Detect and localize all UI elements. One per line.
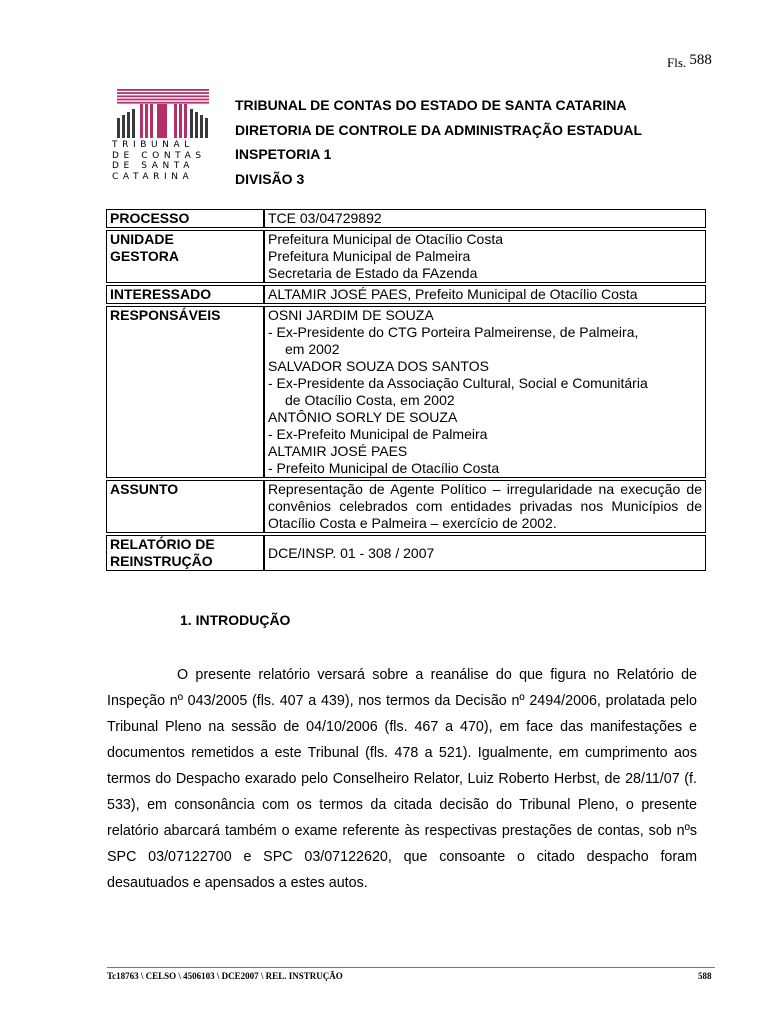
responsavel-line: - Ex-Prefeito Municipal de Palmeira [268, 426, 488, 442]
unidade-label [106, 230, 264, 283]
unidade-item: Prefeitura Municipal de Palmeira [268, 248, 471, 264]
section-title: 1. INTRODUÇÃO [180, 612, 291, 628]
interessado-label: INTERESSADO [106, 285, 264, 304]
unidade-label-line: GESTORA [110, 248, 179, 264]
responsavel-line: - Ex-Presidente do CTG Porteira Palmeirense, de Palmeira, [268, 324, 639, 340]
footer-reference: Tc18763 \ CELSO \ 4506103 \ DCE2007 \ REL. INSTRUÇÃO [107, 971, 343, 981]
logo-pillar [122, 115, 125, 138]
relatorio-value: DCE/INSP. 01 - 308 / 2007 [264, 535, 706, 571]
responsavel-line: em 2002 [285, 341, 340, 357]
process-info-table [106, 207, 706, 573]
responsavel-line: - Prefeito Municipal de Otacílio Costa [268, 460, 500, 476]
header-line: TRIBUNAL DE CONTAS DO ESTADO DE SANTA CATARINA [235, 97, 627, 113]
responsavel-line: de Otacílio Costa, em 2002 [285, 392, 455, 408]
logo-stripe [117, 102, 209, 104]
responsavel-line: OSNI JARDIM DE SOUZA [268, 307, 434, 323]
logo-pillar [195, 112, 198, 138]
logo-bar [174, 104, 177, 138]
logo-pillar [132, 109, 135, 138]
responsavel-line: ANTÔNIO SORLY DE SOUZA [268, 409, 458, 425]
interessado-value: ALTAMIR JOSÉ PAES, Prefeito Municipal de Otacílio Costa [264, 285, 706, 304]
logo-bar [140, 104, 143, 138]
footer-divider [107, 967, 715, 968]
unidade-value [264, 230, 706, 283]
header-line: INSPETORIA 1 [235, 146, 332, 162]
responsaveis-value [264, 306, 706, 478]
responsavel-line: SALVADOR SOUZA DOS SANTOS [268, 358, 489, 374]
assunto-value: Representação de Agente Político – irregularidade na execução de convênios celebrados com entidades privadas nos Municípios de Otacílio Costa e Palmeira – exercício de 2002. [264, 480, 706, 533]
logo-bar [157, 104, 167, 138]
logo-pillar [117, 118, 120, 138]
table-row [106, 285, 706, 304]
logo-pillar [190, 109, 193, 138]
logo-wordmark [112, 140, 212, 182]
unidade-item: Prefeitura Municipal de Otacílio Costa [268, 231, 503, 247]
relatorio-label [106, 535, 264, 571]
responsavel-line: ALTAMIR JOSÉ PAES [268, 443, 408, 459]
introduction-paragraph: O presente relatório versará sobre a reanálise do que figura no Relatório de Inspeção nº 043/2005 (fls. 407 a 439), nos termos da Decisão nº 2494/2006, prolatada pelo Tribunal Pleno na sessão de 04/10/2006 (fls. 467 a 470), em face das manifestações e documentos remetidos a este Tribunal (fls. 478 a 521). Igualmente, em cumprimento aos termos do Despacho exarado pelo Conselheiro Relator, Luiz Roberto Herbst, de 28/11/07 (f. 533), em consonância com os termos da citada decisão do Tribunal Pleno, o presente relatório abarcará também o exame referente às respectivas prestações de contas, sob nºs SPC 03/07122700 e SPC 03/07122620, que consoante o citado despacho foram desautuados e apensados a estes autos. [107, 667, 697, 891]
unidade-item: Secretaria de Estado da FAzenda [268, 265, 478, 281]
logo-line: DE SANTA [112, 161, 195, 171]
table-row [106, 306, 706, 478]
logo-pillar [205, 118, 208, 138]
table-row [106, 535, 706, 571]
logo-bar [150, 104, 153, 138]
processo-value: TCE 03/04729892 [264, 209, 706, 228]
logo-stripe [117, 92, 209, 94]
relatorio-label-line: RELATÓRIO DE [110, 536, 215, 552]
logo-stripe [117, 99, 209, 101]
logo-bar [184, 104, 187, 138]
page-number-value: 588 [689, 52, 712, 68]
logo-stripe [117, 95, 209, 97]
responsavel-line: - Ex-Presidente da Associação Cultural, Social e Comunitária [268, 375, 648, 391]
assunto-label: ASSUNTO [106, 480, 264, 533]
processo-label: PROCESSO [106, 209, 264, 228]
logo-pillar [127, 112, 130, 138]
table-row [106, 480, 706, 533]
page-number [667, 52, 712, 72]
logo-line: CATARINA [112, 171, 194, 182]
logo-pillar [200, 115, 203, 138]
responsaveis-label: RESPONSÁVEIS [106, 306, 264, 478]
header-line: DIRETORIA DE CONTROLE DA ADMINISTRAÇÃO ESTADUAL [235, 121, 643, 138]
unidade-label-line: UNIDADE [110, 231, 174, 247]
header-line: DIVISÃO 3 [235, 170, 305, 187]
logo-line: DE CONTAS [112, 150, 206, 161]
table-row [106, 230, 706, 283]
document-header [235, 93, 642, 191]
logo-stripe [117, 89, 209, 91]
introduction-body [107, 662, 697, 896]
logo-bar [179, 104, 182, 138]
logo-line: TRIBUNAL [112, 140, 194, 150]
logo-bar [145, 104, 148, 138]
relatorio-label-line: REINSTRUÇÃO [110, 553, 213, 569]
footer-page-number: 588 [698, 971, 712, 981]
table-row [106, 209, 706, 228]
page-number-prefix: Fls. [667, 55, 687, 70]
